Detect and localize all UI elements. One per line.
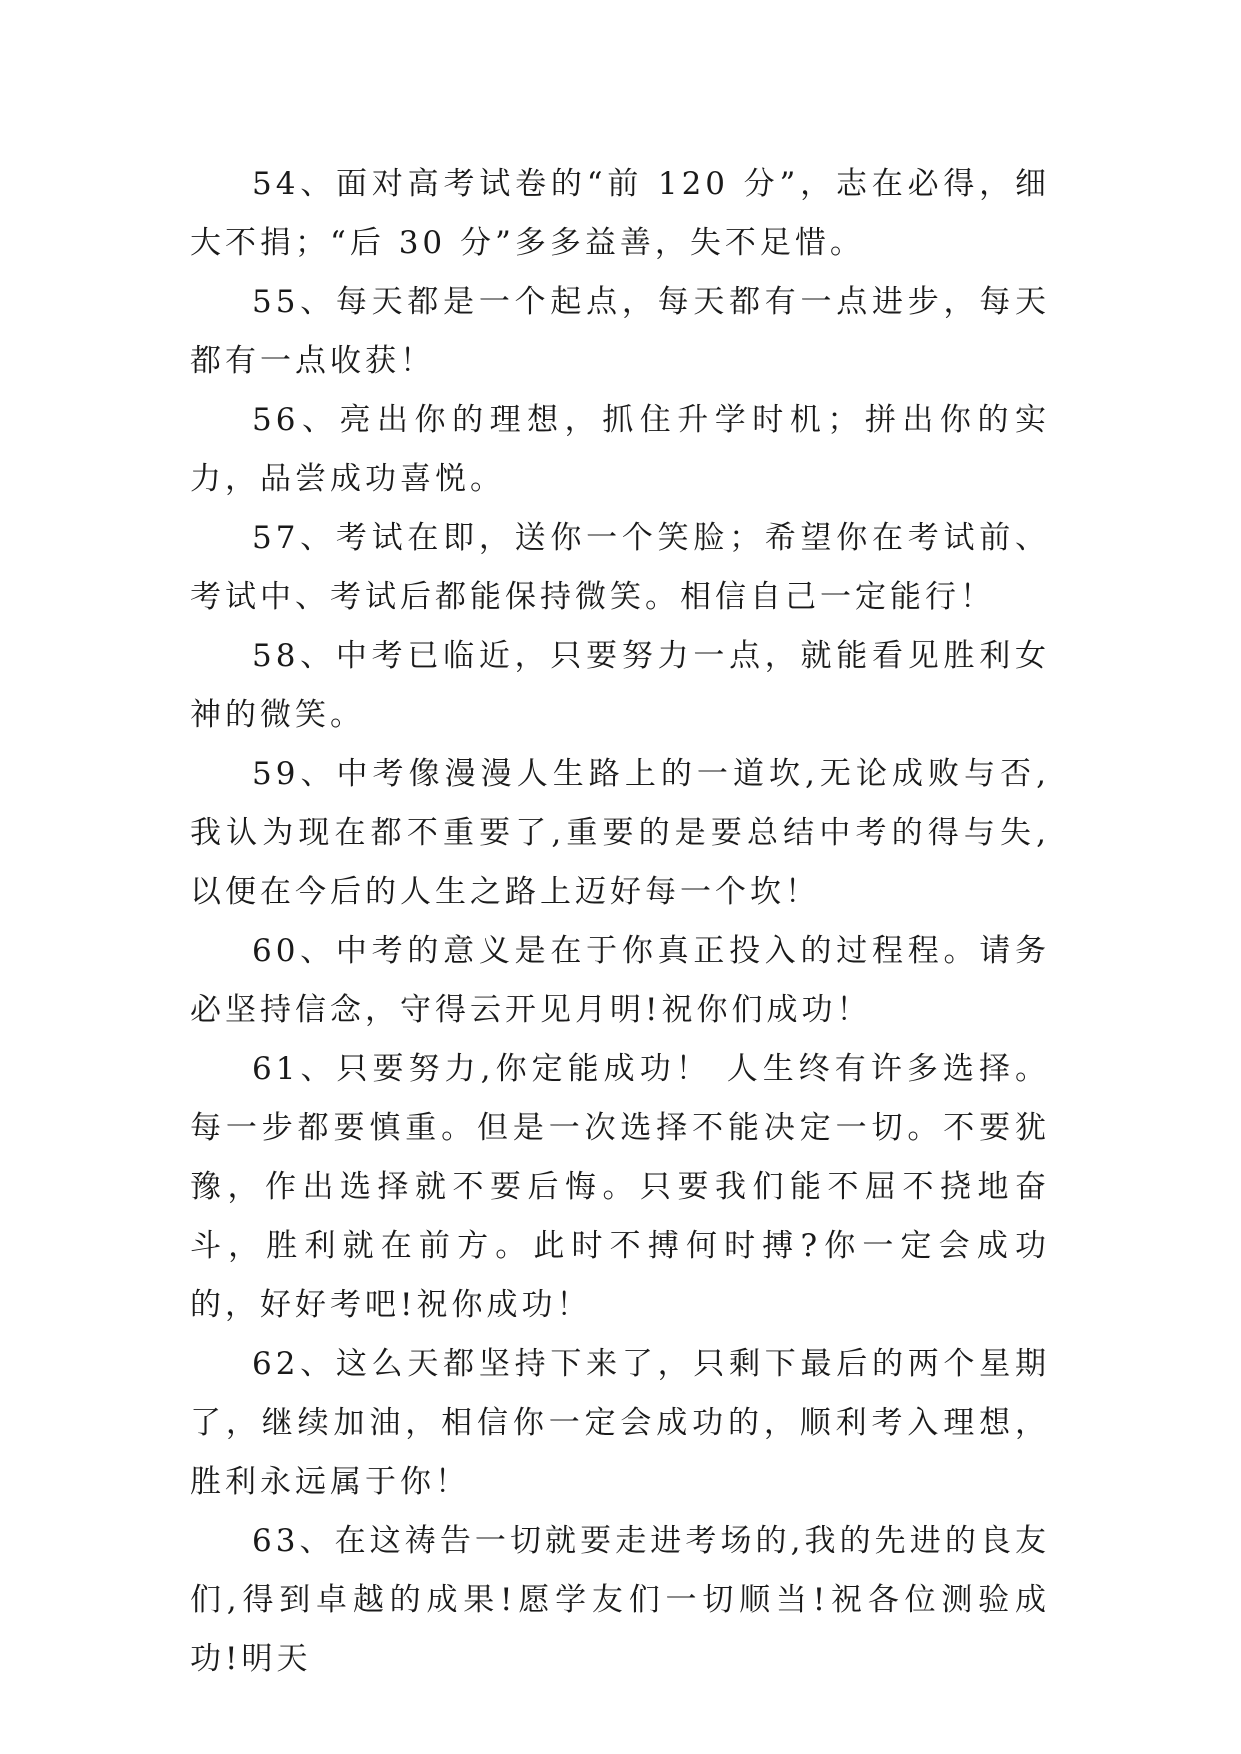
paragraph-59: 59、中考像漫漫人生路上的一道坎,无论成败与否,我认为现在都不重要了,重要的是要总结中考的得与失,以便在今后的人生之路上迈好每一个坎！ bbox=[190, 756, 1050, 910]
paragraph-62: 62、这么天都坚持下来了，只剩下最后的两个星期了，继续加油，相信你一定会成功的，顺利考入理想，胜利永远属于你！ bbox=[190, 1346, 1050, 1500]
paragraph-63: 63、在这祷告一切就要走进考场的,我的先进的良友们,得到卓越的成果!愿学友们一切顺当!祝各位测验成功!明天 bbox=[190, 1523, 1050, 1677]
paragraph-60: 60、中考的意义是在于你真正投入的过程程。请务必坚持信念，守得云开见月明!祝你们成功！ bbox=[190, 933, 1050, 1028]
document-body bbox=[190, 155, 1050, 1689]
paragraph-58: 58、中考已临近，只要努力一点，就能看见胜利女神的微笑。 bbox=[190, 638, 1050, 733]
paragraph-55: 55、每天都是一个起点，每天都有一点进步，每天都有一点收获！ bbox=[190, 284, 1050, 379]
paragraph-61: 61、只要努力,你定能成功！ 人生终有许多选择。每一步都要慎重。但是一次选择不能决定一切。不要犹豫，作出选择就不要后悔。只要我们能不屈不挠地奋斗，胜利就在前方。此时不搏何时搏?你一定会成功的，好好考吧!祝你成功！ bbox=[190, 1051, 1050, 1323]
paragraph-57: 57、考试在即，送你一个笑脸；希望你在考试前、考试中、考试后都能保持微笑。相信自己一定能行！ bbox=[190, 520, 1050, 615]
paragraph-54: 54、面对高考试卷的“前 120 分”，志在必得，细大不捐；“后 30 分”多多益善，失不足惜。 bbox=[190, 166, 1050, 261]
paragraph-56: 56、亮出你的理想，抓住升学时机；拼出你的实力，品尝成功喜悦。 bbox=[190, 402, 1050, 497]
